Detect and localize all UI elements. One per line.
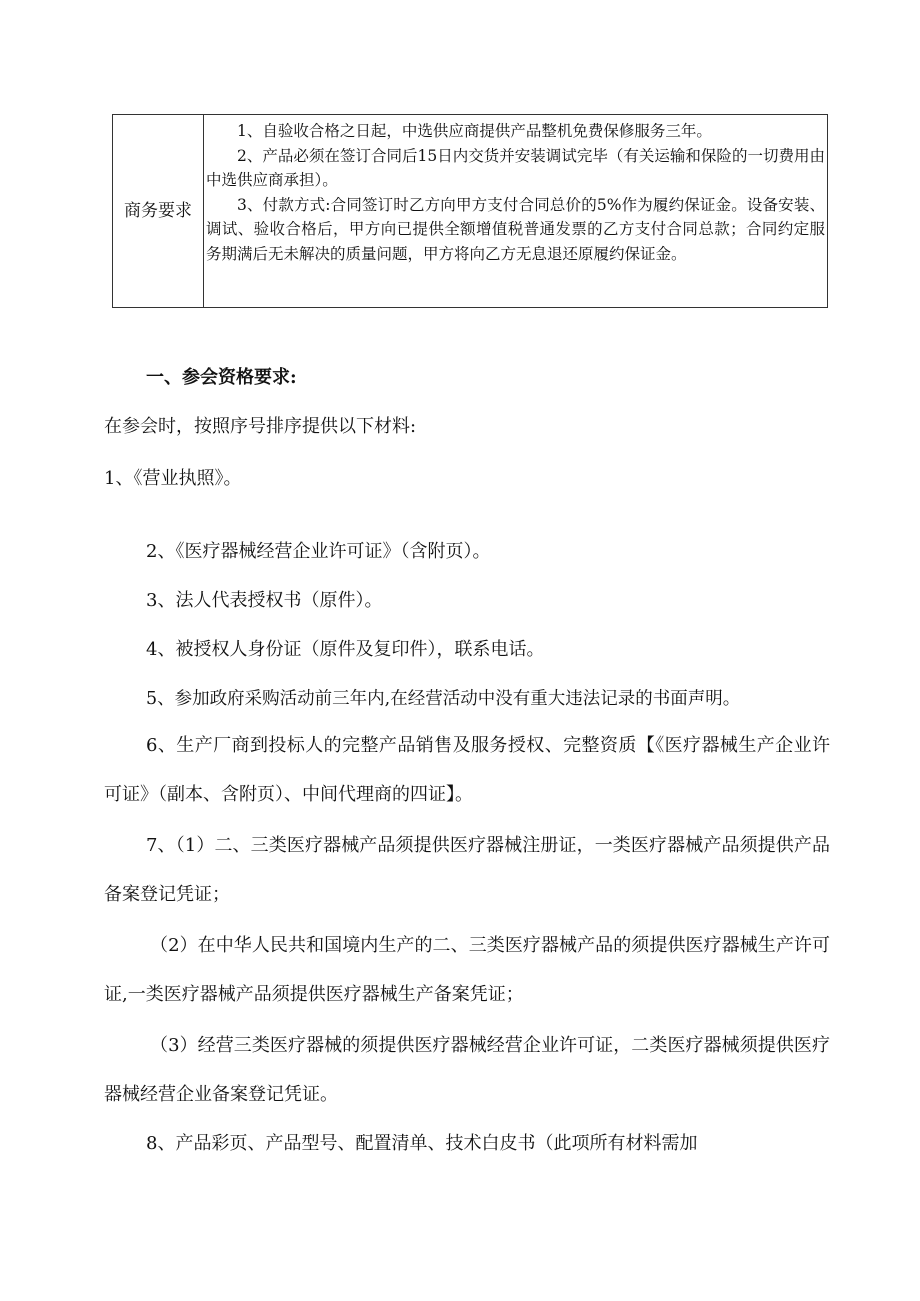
material-item-8: 8、产品彩页、产品型号、配置清单、技术白皮书（此项所有材料需加 <box>146 1133 698 1154</box>
material-item-6: 6、生产厂商到投标人的完整产品销售及服务授权、完整资质【《医疗器械生产企业许可证》（副本、含附页）、中间代理商的四证】。 <box>104 735 830 805</box>
material-item-5: 5、参加政府采购活动前三年内,在经营活动中没有重大违法记录的书面声明。 <box>146 689 741 709</box>
section-heading: 一、参会资格要求: <box>146 367 297 388</box>
material-item-2: 2、《医疗器械经营企业许可证》（含附页）。 <box>146 541 491 562</box>
material-item-7-2: （2）在中华人民共和国境内生产的二、三类医疗器械产品的须提供医疗器械生产许可证,一类医疗器械产品须提供医疗器械生产备案凭证； <box>104 935 830 1005</box>
material-item-4: 4、被授权人身份证（原件及复印件），联系电话。 <box>146 639 545 660</box>
material-item-7-3: （3）经营三类医疗器械的须提供医疗器械经营企业许可证，二类医疗器械须提供医疗器械经营企业备案登记凭证。 <box>104 1035 830 1105</box>
material-item-1: 1、《营业执照》。 <box>104 468 242 489</box>
business-requirements-table <box>112 114 828 308</box>
material-item-3: 3、法人代表授权书（原件）。 <box>146 590 383 611</box>
material-item-7-1: 7、（1）二、三类医疗器械产品须提供医疗器械注册证，一类医疗器械产品须提供产品备案登记凭证； <box>104 835 830 905</box>
section-intro: 在参会时，按照序号排序提供以下材料: <box>104 416 417 437</box>
business-requirement-item: 2、产品必须在签订合同后15日内交货并安装调试完毕（有关运输和保险的一切费用由中选供应商承担）。 <box>206 146 825 189</box>
business-requirement-item: 3、付款方式:合同签订时乙方向甲方支付合同总价的5%作为履约保证金。设备安装、调试、验收合格后，甲方向已提供全额增值税普通发票的乙方支付合同总款；合同约定服务期满后无未解决的质量问题，甲方将向乙方无息退还原履约保证金。 <box>206 195 825 263</box>
business-requirements-content <box>204 115 827 307</box>
business-requirements-label: 商务要求 <box>113 115 204 307</box>
business-requirement-item: 1、自验收合格之日起，中选供应商提供产品整机免费保修服务三年。 <box>237 122 712 140</box>
